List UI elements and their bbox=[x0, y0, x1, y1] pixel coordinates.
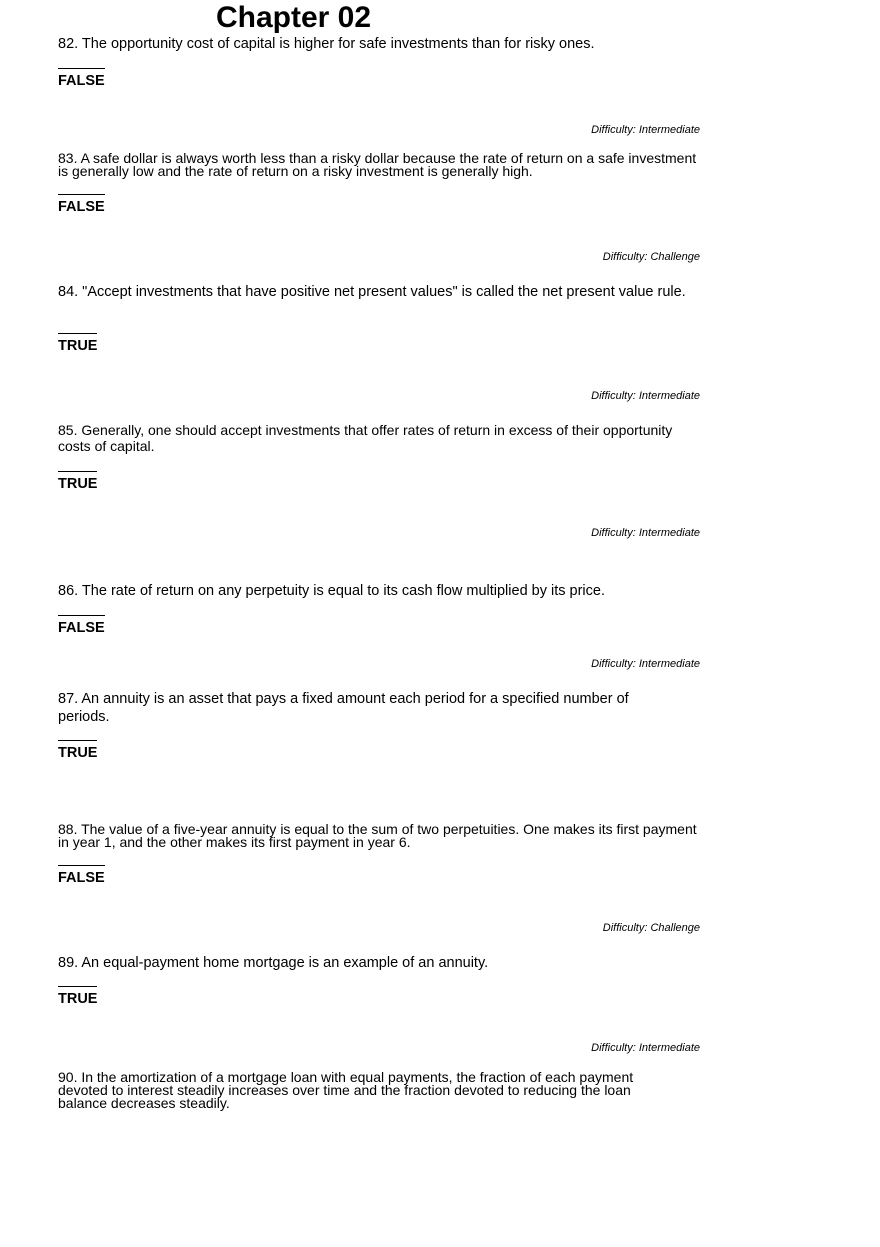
question-85-answer: TRUE bbox=[58, 471, 97, 492]
question-83-difficulty: Difficulty: Challenge bbox=[602, 251, 700, 263]
question-84-difficulty: Difficulty: Intermediate bbox=[591, 390, 700, 402]
question-90-text: 90. In the amortization of a mortgage loan with equal payments, the fraction of each payment devoted to interest steadily increases over time and the fraction devoted to reducing the loan balance decreases steadily. bbox=[58, 1069, 634, 1111]
question-86-difficulty: Difficulty: Intermediate bbox=[591, 658, 700, 670]
question-84-answer: TRUE bbox=[58, 333, 97, 354]
question-86-answer: FALSE bbox=[58, 615, 105, 636]
question-85-difficulty: Difficulty: Intermediate bbox=[591, 527, 700, 539]
question-84-text: 84. "Accept investments that have positive net present values" is called the net present value rule. bbox=[58, 284, 686, 300]
question-88-text: 88. The value of a five-year annuity is equal to the sum of two perpetuities. One makes its first payment in year 1, and the other makes its first payment in year 6. bbox=[58, 821, 697, 850]
question-89-answer: TRUE bbox=[58, 986, 97, 1007]
question-87-text: 87. An annuity is an asset that pays a fixed amount each period for a specified number of periods. bbox=[58, 691, 629, 725]
question-86-text: 86. The rate of return on any perpetuity is equal to its cash flow multiplied by its price. bbox=[58, 583, 605, 599]
question-89-difficulty: Difficulty: Intermediate bbox=[591, 1042, 700, 1054]
question-88-answer: FALSE bbox=[58, 865, 105, 886]
page-title: Chapter 02 bbox=[216, 1, 372, 34]
question-89-text: 89. An equal-payment home mortgage is an example of an annuity. bbox=[58, 955, 489, 971]
question-82-text: 82. The opportunity cost of capital is higher for safe investments than for risky ones. bbox=[58, 36, 595, 52]
question-83-answer: FALSE bbox=[58, 194, 105, 215]
question-82-difficulty: Difficulty: Intermediate bbox=[591, 124, 700, 136]
question-85-text: 85. Generally, one should accept investments that offer rates of return in excess of their opportunity costs of capital. bbox=[58, 422, 673, 454]
question-87-answer: TRUE bbox=[58, 740, 97, 761]
question-82-answer: FALSE bbox=[58, 68, 105, 89]
question-88-difficulty: Difficulty: Challenge bbox=[602, 922, 700, 934]
question-83-text: 83. A safe dollar is always worth less than a risky dollar because the rate of return on a safe investment is generally low and the rate of return on a risky investment is generally high. bbox=[58, 150, 697, 179]
